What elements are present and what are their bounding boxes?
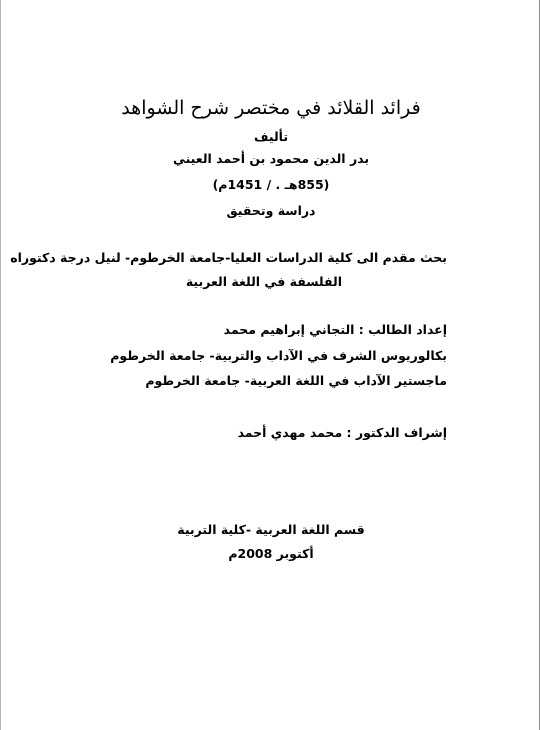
study-label: دراسة وتحقيق xyxy=(226,203,316,218)
department-line: قسم اللغة العربية -كلية التربية xyxy=(177,522,365,537)
document-date: أكتوبر 2008م xyxy=(228,546,314,561)
supervisor-line: إشراف الدكتور : محمد مهدي أحمد xyxy=(237,425,447,440)
thesis-statement-line-1: بحث مقدم الى كلية الدراسات العليا-جامعة الخرطوم- لنيل درجة دكتوراه xyxy=(10,250,447,265)
document-title: فرائد القلائد في مختصر شرح الشواهد xyxy=(121,97,421,119)
author-name: بدر الدين محمود بن أحمد العيني xyxy=(172,151,370,166)
master-degree-line: ماجستير الآداب في اللغة العربية- جامعة الخرطوم xyxy=(145,373,447,388)
thesis-statement-line-2: الفلسفة في اللغة العربية xyxy=(185,274,342,289)
bachelor-degree-line: بكالوريوس الشرف في الآداب والتربية- جامعة الخرطوم xyxy=(110,348,447,363)
author-dates: (855هـ . / 1451م) xyxy=(212,177,330,192)
authorship-label: تأليف xyxy=(253,129,289,144)
student-name-line: إعداد الطالب : التجاني إبراهيم محمد xyxy=(223,322,447,337)
